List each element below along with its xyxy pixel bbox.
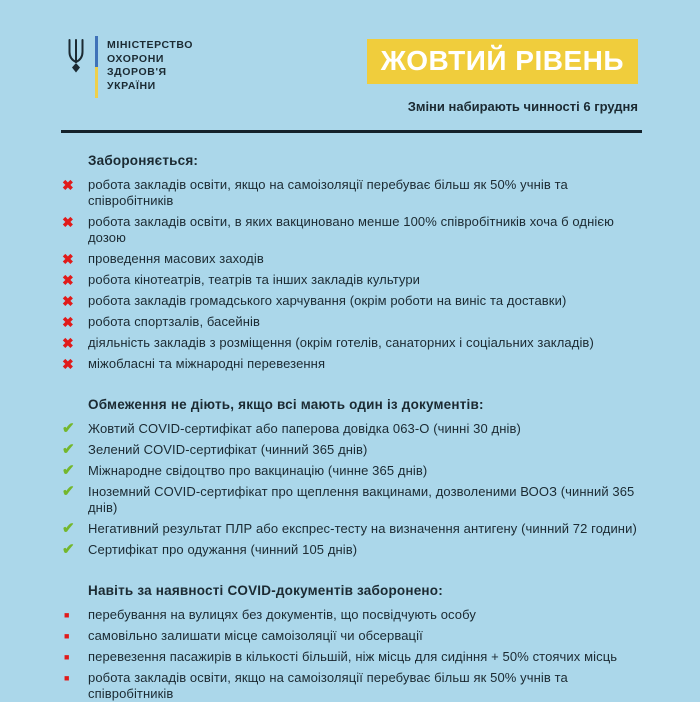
item-text: перевезення пасажирів в кількості більшій, ніж місць для сидіння + 50% стоячих місць	[88, 649, 618, 664]
flag-bar-yellow	[95, 67, 98, 98]
check-icon: ✔	[62, 441, 75, 458]
square-bullet-icon: ■	[64, 673, 70, 683]
item-text: міжобласні та міжнародні перевезення	[88, 356, 326, 371]
section-banned	[62, 153, 650, 372]
list-item	[62, 177, 650, 209]
square-bullet-icon: ■	[64, 610, 70, 620]
list-item	[62, 521, 650, 537]
list-item	[62, 251, 650, 267]
item-text: робота закладів освіти, якщо на самоізоляції перебуває більш як 50% учнів та співробітників	[88, 670, 568, 701]
flag-bar-blue	[95, 36, 98, 67]
content	[0, 133, 700, 702]
section-list	[62, 177, 650, 372]
cross-icon: ✖	[62, 356, 74, 372]
cross-icon: ✖	[62, 214, 74, 230]
item-text: робота закладів освіти, якщо на самоізоляції перебуває більш як 50% учнів та співробітників	[88, 177, 568, 208]
square-bullet-icon: ■	[64, 631, 70, 641]
cross-icon: ✖	[62, 251, 74, 267]
list-item	[62, 214, 650, 246]
check-icon: ✔	[62, 420, 75, 437]
cross-icon: ✖	[62, 177, 74, 193]
item-text: Негативний результат ПЛР або експрес-тесту на визначення антигену (чинний 72 години)	[88, 521, 637, 536]
section-list	[62, 421, 650, 558]
list-item	[62, 293, 650, 309]
item-text: самовільно залишати місце самоізоляції чи обсервації	[88, 628, 423, 643]
item-text: робота кінотеатрів, театрів та інших закладів культури	[88, 272, 421, 287]
list-item	[62, 272, 650, 288]
check-icon: ✔	[62, 541, 75, 558]
header-right	[367, 39, 638, 114]
item-text: діяльність закладів з розміщення (окрім готелів, санаторних і соціальних закладів)	[88, 335, 594, 350]
square-bullet-icon: ■	[64, 652, 70, 662]
item-text: Міжнародне свідоцтво про вакцинацію (чинне 365 днів)	[88, 463, 428, 478]
cross-icon: ✖	[62, 314, 74, 330]
section-heading: Навіть за наявності COVID-документів заборонено:	[88, 583, 443, 598]
section-heading: Забороняється:	[88, 153, 199, 168]
ukraine-trident-icon	[66, 36, 86, 79]
item-text: Жовтий COVID-сертифікат або паперова довідка 063-О (чинні 30 днів)	[88, 421, 521, 436]
item-text: робота закладів громадського харчування (окрім роботи на виніс та доставки)	[88, 293, 567, 308]
list-item	[62, 649, 650, 665]
section-heading: Обмеження не діють, якщо всі мають один із документів:	[88, 397, 484, 412]
list-item	[62, 356, 650, 372]
list-item	[62, 484, 650, 516]
section-exemptions	[62, 397, 650, 558]
item-text: перебування на вулицях без документів, що посвідчують особу	[88, 607, 476, 622]
ministry-name-line: ОХОРОНИ	[107, 52, 165, 65]
logo-flag-bar	[95, 36, 98, 98]
ministry-name	[107, 36, 193, 93]
effective-date-note: Зміни набирають чинності 6 грудня	[407, 99, 638, 114]
check-icon: ✔	[62, 462, 75, 479]
level-badge: ЖОВТИЙ РІВЕНЬ	[367, 39, 638, 84]
item-text: проведення масових заходів	[88, 251, 264, 266]
ministry-logo	[66, 36, 193, 98]
list-item	[62, 670, 650, 702]
list-item	[62, 463, 650, 479]
check-icon: ✔	[62, 520, 75, 537]
list-item	[62, 442, 650, 458]
item-text: Сертифікат про одужання (чинний 105 днів)	[88, 542, 358, 557]
ministry-name-line: УКРАЇНИ	[107, 79, 156, 92]
item-text: Іноземний COVID-сертифікат про щеплення вакцинами, дозволеними ВООЗ (чинний 365 днів)	[88, 484, 635, 515]
cross-icon: ✖	[62, 272, 74, 288]
list-item	[62, 607, 650, 623]
section-always-banned	[62, 583, 650, 702]
list-item	[62, 542, 650, 558]
list-item	[62, 314, 650, 330]
cross-icon: ✖	[62, 293, 74, 309]
list-item	[62, 628, 650, 644]
check-icon: ✔	[62, 483, 75, 500]
header	[0, 0, 700, 114]
item-text: Зелений COVID-сертифікат (чинний 365 днів)	[88, 442, 368, 457]
item-text: робота закладів освіти, в яких вакциновано менше 100% співробітників хоча б однією дозою	[88, 214, 614, 245]
cross-icon: ✖	[62, 335, 74, 351]
ministry-name-line: ЗДОРОВ'Я	[107, 66, 167, 78]
list-item	[62, 421, 650, 437]
ministry-name-line: МІНІСТЕРСТВО	[107, 39, 194, 51]
list-item	[62, 335, 650, 351]
item-text: робота спортзалів, басейнів	[88, 314, 261, 329]
section-list	[62, 607, 650, 702]
